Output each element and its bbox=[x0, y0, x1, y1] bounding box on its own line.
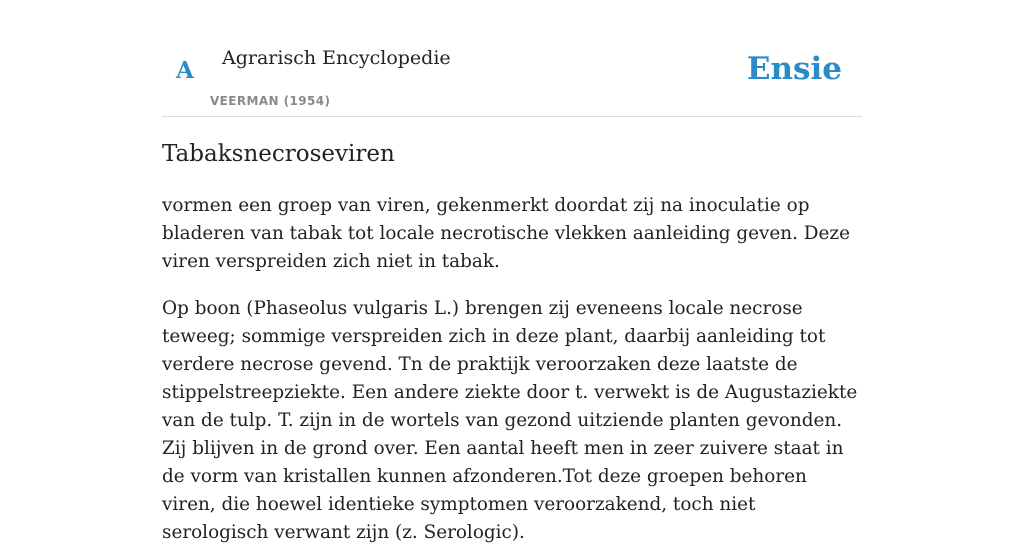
ensie-brand-logo[interactable]: Ensie bbox=[746, 51, 842, 87]
source-logo-icon[interactable]: A bbox=[176, 57, 194, 84]
article-title: Tabaksnecroseviren bbox=[162, 141, 395, 167]
source-author-year: VEERMAN (1954) bbox=[210, 94, 331, 108]
article-paragraph: Op boon (Phaseolus vulgaris L.) brengen zij eveneens locale necrose teweeg; sommige verspreiden zich in deze plant, daarbij aanleiding tot verdere necrose gevend. Tn de praktijk veroorzaken deze laatste de stippelstreepziekte. Een andere ziekte door t. verwekt is de Augustaziekte van de tulp. T. zijn in de wortels van gezond uitziende planten gevonden. Zij blijven in de grond over. Een aantal heeft men in zeer zuivere staat in de vorm van kristallen kunnen afzonderen.Tot deze groepen behoren viren, die hoewel identieke symptomen veroorzakend, toch niet serologisch verwant zijn (z. Serologic). bbox=[162, 298, 858, 543]
page-header bbox=[162, 0, 862, 117]
article-paragraph: vormen een groep van viren, gekenmerkt doordat zij na inoculatie op bladeren van tabak tot locale necrotische vlekken aanleiding geven. Deze viren verspreiden zich niet in tabak. bbox=[162, 195, 850, 272]
source-title-link[interactable]: Agrarisch Encyclopedie bbox=[222, 47, 451, 69]
article-content bbox=[162, 136, 862, 547]
